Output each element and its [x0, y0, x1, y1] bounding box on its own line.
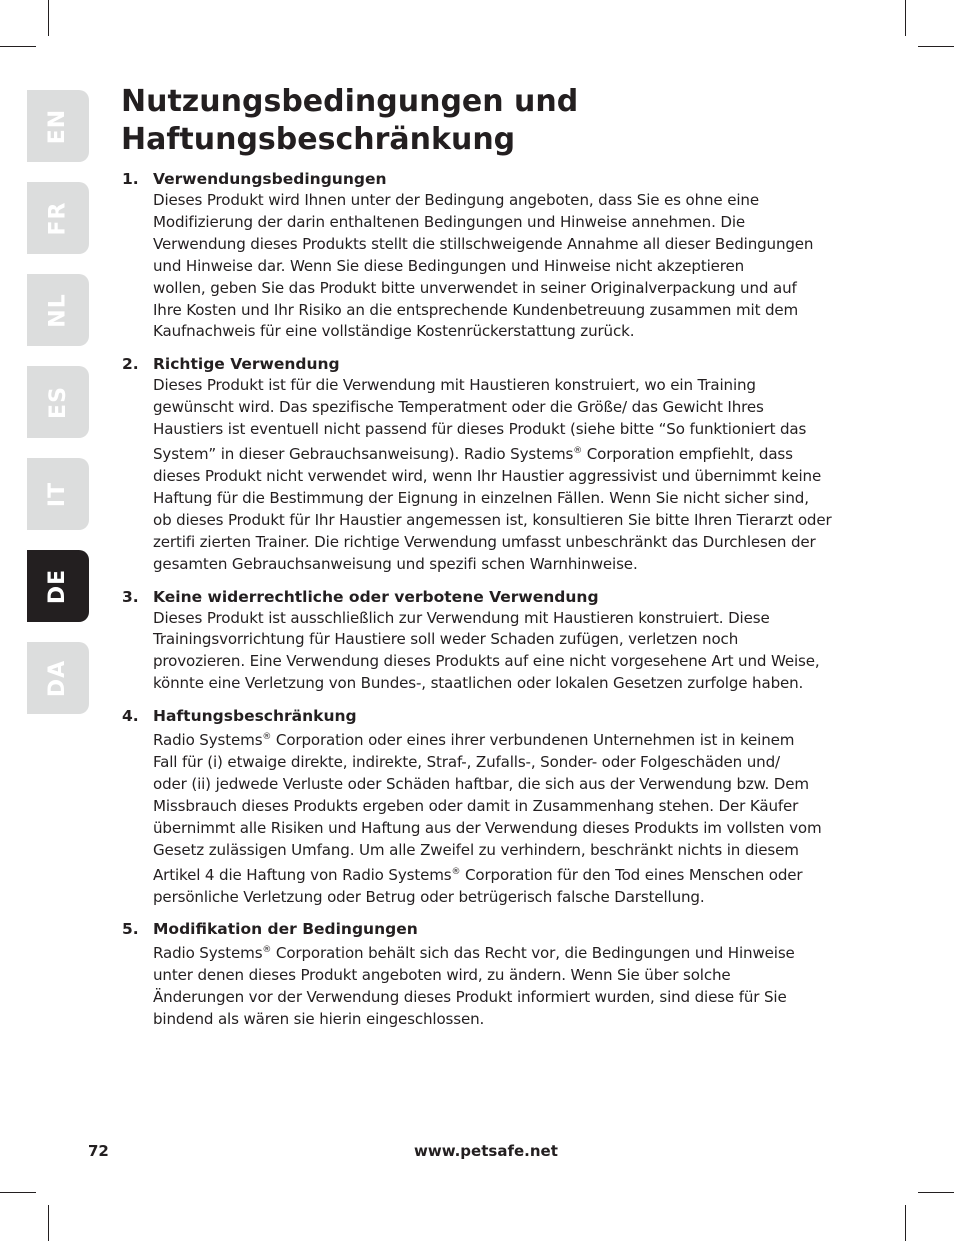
- text-line: zertifi zierten Trainer. Die richtige Verwendung umfasst unbeschränkt das Durchlesen der: [153, 532, 816, 551]
- text-line: Dieses Produkt ist ausschließlich zur Verwendung mit Haustieren konstruiert. Diese: [153, 608, 770, 627]
- text-line: Trainingsvorrichtung für Haustiere soll weder Schaden zufügen, verletzen noch: [153, 630, 739, 649]
- section-number: 2.: [122, 355, 139, 374]
- registered-mark: ®: [573, 446, 583, 457]
- terms-sections: [122, 168, 882, 1041]
- text-line: Modifizierung der darin enthaltenen Bedingungen und Hinweise annehmen. Die: [153, 212, 746, 231]
- language-tab-fr[interactable]: [27, 182, 89, 254]
- section-no-unlawful-use: [122, 586, 882, 696]
- section-title: Modifikation der Bedingungen: [153, 920, 418, 939]
- text-line: unter denen dieses Produkt angeboten wird, zu ändern. Wenn Sie über solche: [153, 966, 731, 985]
- page-title-line: Haftungsbeschränkung: [121, 122, 516, 157]
- text-line: Haustiers ist eventuell nicht passend für dieses Produkt (siehe bitte “So funktioniert das: [153, 420, 807, 439]
- section-title: Keine widerrechtliche oder verbotene Verwendung: [153, 587, 599, 606]
- section-title: Haftungsbeschränkung: [153, 707, 357, 726]
- text-line: oder (ii) jedwede Verluste oder Schäden haftbar, die sich aus der Verwendung bzw. Dem: [153, 775, 809, 793]
- tab-label: FR: [45, 201, 71, 235]
- page-number: 72: [88, 1142, 109, 1160]
- section-number: 1.: [122, 170, 139, 188]
- crop-mark: [48, 1205, 49, 1241]
- text-line: Gesetz zulässigen Umfang. Um alle Zweifel zu verhindern, beschränkt nichts in diesem: [153, 840, 799, 859]
- text-line: Verwendung dieses Produkts stellt die stillschweigende Annahme all dieser Bedingungen: [153, 234, 814, 253]
- text-line: persönliche Verletzung oder Betrug oder betrügerisch falsche Darstellung.: [153, 887, 705, 906]
- text-line: und Hinweise dar. Wenn Sie diese Bedingungen und Hinweise nicht akzeptieren: [153, 256, 745, 275]
- tab-label: DE: [45, 568, 71, 604]
- section-title: Verwendungsbedingungen: [153, 170, 387, 188]
- crop-mark: [0, 46, 36, 47]
- section-body: [153, 190, 882, 343]
- crop-mark: [918, 46, 954, 47]
- section-terms-of-use: [122, 168, 882, 343]
- tab-label: EN: [45, 108, 71, 144]
- language-tab-nl[interactable]: [27, 274, 89, 346]
- crop-mark: [48, 0, 49, 36]
- text-line: Artikel 4 die Haftung von Radio Systems® Corporation für den Tod eines Menschen oder: [153, 865, 803, 884]
- crop-mark: [0, 1192, 36, 1193]
- section-title: Richtige Verwendung: [153, 355, 340, 374]
- section-modification-of-terms: [122, 918, 882, 1031]
- text-line: Dieses Produkt ist für die Verwendung mit Haustieren konstruiert, wo ein Training: [153, 376, 756, 395]
- section-heading: [122, 918, 882, 940]
- tab-label: IT: [45, 481, 71, 507]
- registered-mark: ®: [262, 732, 272, 743]
- text-line: könnte eine Verletzung von Bundes-, staatlichen oder lokalen Gesetzen zurfolge haben.: [153, 674, 804, 693]
- tab-label: DA: [45, 659, 71, 697]
- text-line: Radio Systems® Corporation oder eines ihrer verbundenen Unternehmen ist in keinem: [153, 731, 795, 750]
- crop-mark: [905, 0, 906, 36]
- crop-mark: [918, 1192, 954, 1193]
- text-line: Missbrauch dieses Produkts ergeben oder damit in Zusammenhang stehen. Der Käufer: [153, 796, 799, 815]
- page-title: [121, 83, 881, 159]
- section-number: 4.: [122, 707, 139, 726]
- section-body: [153, 727, 882, 908]
- page-title-line: Nutzungsbedingungen und: [121, 84, 579, 119]
- text-line: Kaufnachweis für eine vollständige Kostenrückerstattung zurück.: [153, 322, 635, 341]
- text-line: ob dieses Produkt für Ihr Haustier angemessen ist, konsultieren Sie bitte Ihren Tierarzt oder: [153, 510, 832, 529]
- section-body: [153, 608, 882, 696]
- language-tab-en[interactable]: [27, 90, 89, 162]
- text-line: Radio Systems® Corporation behält sich das Recht vor, die Bedingungen und Hinweise: [153, 944, 795, 963]
- section-body: [153, 375, 882, 575]
- text-line: Ihre Kosten und Ihr Risiko an die entsprechende Kundenbetreuung zusammen mit dem: [153, 300, 799, 319]
- text-line: provozieren. Eine Verwendung dieses Produkts auf eine nicht vorgesehene Art und Weise,: [153, 652, 820, 671]
- text-line: gesamten Gebrauchsanweisung und spezifi schen Warnhinweise.: [153, 554, 638, 573]
- text-line: Dieses Produkt wird Ihnen unter der Bedingung angeboten, dass Sie es ohne eine: [153, 191, 759, 209]
- language-tab-it[interactable]: [27, 458, 89, 530]
- section-heading: [122, 353, 882, 375]
- section-liability-limitation: [122, 705, 882, 908]
- section-heading: [122, 705, 882, 727]
- section-number: 5.: [122, 920, 139, 939]
- text-line: Fall für (i) etwaige direkte, indirekte, Straf-, Zufalls-, Sonder- oder Folgeschäden und/: [153, 753, 780, 772]
- section-body: [153, 940, 882, 1031]
- text-line: wollen, geben Sie das Produkt bitte unverwendet in seiner Originalverpackung und auf: [153, 278, 797, 297]
- section-heading: [122, 168, 882, 190]
- text-line: System” in dieser Gebrauchsanweisung). Radio Systems® Corporation empfiehlt, dass: [153, 445, 793, 464]
- section-number: 3.: [122, 587, 139, 606]
- crop-mark: [905, 1205, 906, 1241]
- text-line: Änderungen vor der Verwendung dieses Produkt informiert wurden, sind diese für Sie: [153, 988, 787, 1007]
- registered-mark: ®: [262, 945, 272, 956]
- tab-label: ES: [45, 385, 71, 419]
- tab-label: NL: [45, 292, 71, 328]
- footer-url: www.petsafe.net: [414, 1142, 558, 1160]
- text-line: übernimmt alle Risiken und Haftung aus der Verwendung dieses Produkts im vollsten vom: [153, 818, 822, 837]
- registered-mark: ®: [451, 866, 461, 877]
- text-line: Haftung für die Bestimmung der Eignung in einzelnen Fällen. Wenn Sie nicht sicher sind,: [153, 488, 809, 507]
- text-line: gewünscht wird. Das spezifische Temperatment oder die Größe/ das Gewicht Ihres: [153, 398, 764, 417]
- text-line: bindend als wären sie hierin eingeschlossen.: [153, 1010, 485, 1029]
- language-tab-es[interactable]: [27, 366, 89, 438]
- section-heading: [122, 586, 882, 608]
- language-tab-da[interactable]: [27, 642, 89, 714]
- text-line: dieses Produkt nicht verwendet wird, wenn Ihr Haustier aggressivist und übernimmt keine: [153, 467, 822, 485]
- section-proper-use: [122, 353, 882, 575]
- language-tab-de[interactable]: [27, 550, 89, 622]
